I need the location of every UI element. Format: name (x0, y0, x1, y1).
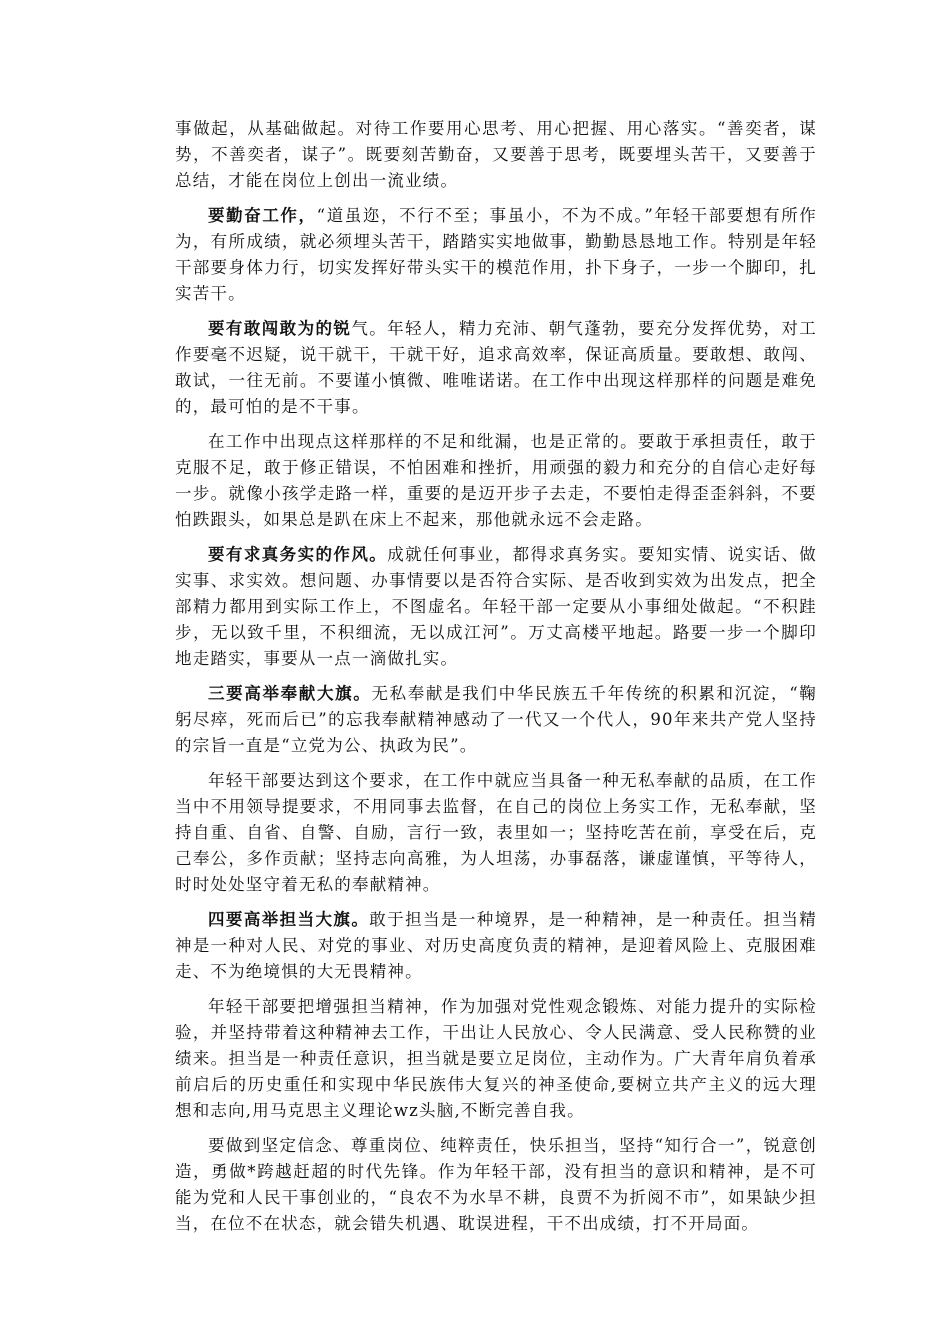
paragraph-text: 成就任何事业，都得求真务实。要知实情、说实话、做实事、求实效。想问题、办事情要以是否符合实际、是否收到实效为出发点，把全部精力都用到实际工作上，不图虚名。年轻干部一定要从小事细处做起。“不积跬步，无以致千里，不积细流，无以成江河”。万丈高楼平地起。路要一步一个脚印地走踏实，事要从一点一滴做扎实。 (175, 545, 817, 668)
paragraph-text: 年轻干部要达到这个要求，在工作中就应当具备一种无私奉献的品质，在工作当中不用领导提要求，不用同事去监督，在自己的岗位上务实工作，无私奉献，坚持自重、自省、自警、自励，言行一致，表里如一；坚持吃苦在前，享受在后，克己奉公，多作贡献；坚持志向高雅，为人坦荡，办事磊落，谦虚谨慎，平等待人，时时处处坚守着无私的奉献精神。 (175, 771, 817, 894)
paragraph (175, 429, 817, 533)
paragraph-text: 年轻干部要把增强担当精神，作为加强对党性观念锻炼、对能力提升的实际检验，并坚持带着这种精神去工作，干出让人民放心、令人民满意、受人民称赞的业绩来。担当是一种责任意识，担当就是要立足岗位，主动作为。广大青年肩负着承前启后的历史重任和实现中华民族伟大复兴的神圣使命,要树立共产主义的远大理想和志向,用马克思主义理论wz头脑,不断完善自我。 (175, 997, 817, 1120)
paragraph (175, 316, 817, 420)
paragraph (175, 907, 817, 985)
paragraph (175, 1133, 817, 1237)
paragraph (175, 768, 817, 898)
paragraph-text: 无私奉献是我们中华民族五千年传统的积累和沉淀，“鞠躬尽瘁，死而后已”的忘我奉献精神感动了一代又一个代人，90年来共产党人坚持的宗旨一直是“立党为公、执政为民”。 (175, 684, 817, 755)
paragraph-lead: 要有求真务实的作风。 (208, 545, 388, 564)
paragraph (175, 116, 817, 194)
paragraph-lead: 四要高举担当大旗。 (208, 910, 370, 929)
paragraph-text: 敢于担当是一种境界，是一种精神，是一种责任。担当精神是一种对人民、对党的事业、对历史高度负责的精神，是迎着风险上、克服困难走、不为绝境惧的大无畏精神。 (175, 910, 817, 981)
paragraph (175, 681, 817, 759)
paragraph (175, 542, 817, 672)
paragraph-text: “道虽迩，不行不至；事虽小，不为不成。”年轻干部要想有所作为，有所成绩，就必须埋头苦干，踏踏实实地做事，勤勤恳恳地工作。特别是年轻干部要身体力行，切实发挥好带头实干的模范作用，扑下身子，一步一个脚印，扎实苦干。 (175, 206, 818, 303)
paragraph-text: 在工作中出现点这样那样的不足和纰漏，也是正常的。要敢于承担责任，敢于克服不足，敢于修正错误，不怕困难和挫折，用顽强的毅力和充分的自信心走好每一步。就像小孩学走路一样，重要的是迈开步子去走，不要怕走得歪歪斜斜，不要怕跌跟头，如果总是趴在床上不起来，那他就永远不会走路。 (175, 432, 817, 529)
paragraph-text: 气。年轻人，精力充沛、朝气蓬勃，要充分发挥优势，对工作要毫不迟疑，说干就干，干就干好，追求高效率，保证高质量。要敢想、敢闯、敢试，一往无前。不要谨小慎微、唯唯诺诺。在工作中出现这样那样的问题是难免的，最可怕的是不干事。 (175, 319, 817, 416)
paragraph (175, 994, 817, 1124)
paragraph-text: 事做起，从基础做起。对待工作要用心思考、用心把握、用心落实。“善奕者，谋势，不善奕者，谋子”。既要刻苦勤奋，又要善于思考，既要埋头苦干，又要善于总结，才能在岗位上创出一流业绩。 (175, 119, 817, 190)
paragraph-lead: 要勤奋工作， (208, 206, 317, 225)
paragraph-lead: 三要高举奉献大旗。 (208, 684, 372, 703)
paragraph (175, 203, 817, 307)
paragraph-text: 要做到坚定信念、尊重岗位、纯粹责任，快乐担当，坚持“知行合一”，锐意创造，勇做*跨越赶超的时代先锋。作为年轻干部，没有担当的意识和精神，是不可能为党和人民干事创业的，“良农不为水旱不耕，良贾不为折阅不市”，如果缺少担当，在位不在状态，就会错失机遇、耽误进程，干不出成绩，打不开局面。 (175, 1136, 817, 1233)
paragraph-lead: 要有敢闯敢为的锐 (208, 319, 352, 338)
document-body (175, 116, 817, 1237)
